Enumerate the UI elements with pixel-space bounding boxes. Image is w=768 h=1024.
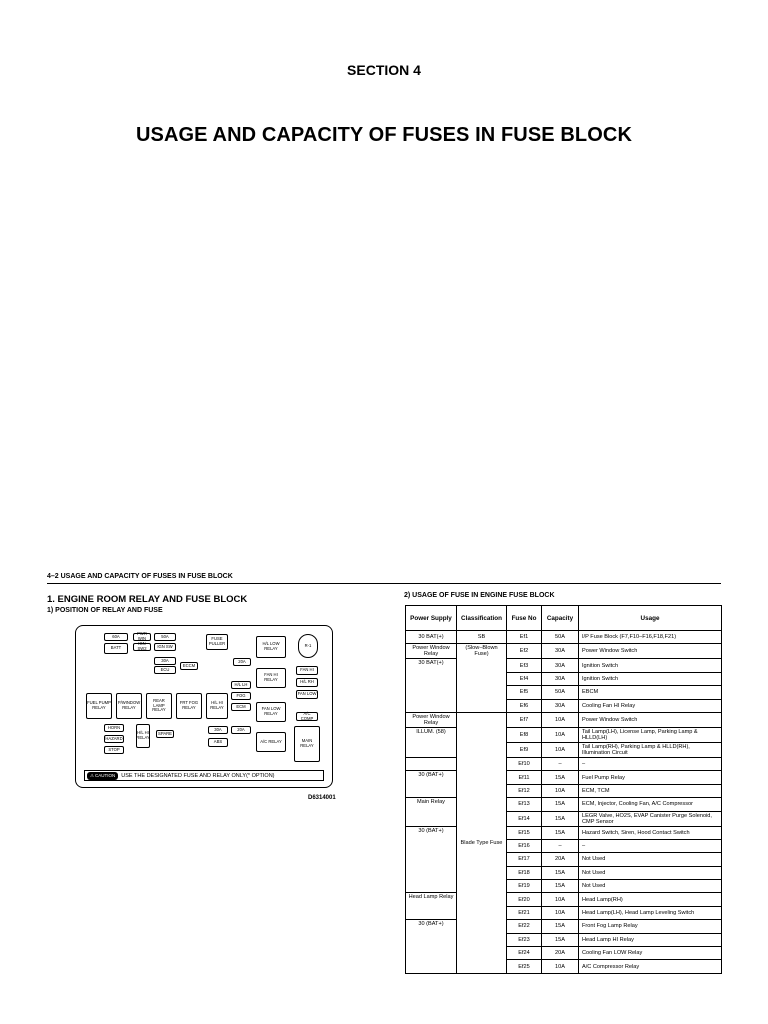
fuse-no-cell: Ef14 bbox=[507, 811, 542, 826]
fuse-fan-hi: FAN HI bbox=[296, 666, 318, 675]
table-row bbox=[406, 920, 722, 933]
caution-badge: ⚠ CAUTION bbox=[87, 772, 118, 780]
usage-cell: Not Used bbox=[579, 880, 722, 893]
table-row bbox=[406, 659, 722, 672]
running-header: 4–2 USAGE AND CAPACITY OF FUSES IN FUSE BLOCK bbox=[47, 573, 233, 580]
fuse-50a: 50A bbox=[154, 633, 176, 641]
table-row bbox=[406, 893, 722, 906]
power-supply-cell: Power Window Relay bbox=[406, 644, 457, 659]
usage-cell: Cooling Fan LOW Relay bbox=[579, 947, 722, 960]
classification-cell: SB bbox=[457, 631, 507, 644]
hl-low-relay: H/L LOW RELAY bbox=[256, 636, 286, 658]
fuse-no-cell: Ef21 bbox=[507, 906, 542, 919]
section-label: SECTION 4 bbox=[347, 62, 421, 78]
capacity-cell: 30A bbox=[542, 659, 579, 672]
fuse-20a-a: 20A bbox=[233, 658, 251, 666]
engine-room-heading: 1. ENGINE ROOM RELAY AND FUSE BLOCK bbox=[47, 594, 248, 605]
capacity-cell: 10A bbox=[542, 712, 579, 727]
capacity-cell: 15A bbox=[542, 811, 579, 826]
usage-cell: Front Fog Lamp Relay bbox=[579, 920, 722, 933]
fuse-ecu: ECU bbox=[154, 666, 176, 674]
power-supply-cell: 30 BAT(+) bbox=[406, 659, 457, 713]
fuse-30a-b: 30A bbox=[208, 726, 228, 734]
fuse-hl-rh: H/L RH bbox=[296, 678, 318, 687]
capacity-cell: 10A bbox=[542, 727, 579, 742]
capacity-cell: 50A bbox=[542, 686, 579, 699]
fuse-no-cell: Ef6 bbox=[507, 699, 542, 712]
capacity-cell: 30A bbox=[542, 672, 579, 685]
usage-cell: – bbox=[579, 839, 722, 852]
fuse-no-cell: Ef1 bbox=[507, 631, 542, 644]
fuse-no-cell: Ef7 bbox=[507, 712, 542, 727]
fuse-puller: FUSE PULLER bbox=[206, 634, 228, 650]
fuse-no-cell: Ef20 bbox=[507, 893, 542, 906]
header-divider bbox=[47, 583, 721, 584]
page-title: USAGE AND CAPACITY OF FUSES IN FUSE BLOCK bbox=[136, 124, 632, 146]
fuse-batt: BATT bbox=[104, 643, 128, 654]
warning-icon: ⚠ bbox=[90, 772, 95, 778]
capacity-cell: 15A bbox=[542, 771, 579, 784]
fuse-spare: SPARE bbox=[156, 730, 174, 738]
usage-cell: LEGR Valve, HO2S, EVAP Canister Purge Solenoid, CMP Sensor bbox=[579, 811, 722, 826]
capacity-cell: 20A bbox=[542, 853, 579, 866]
header-fuse-no: Fuse No bbox=[507, 606, 542, 631]
caution-text: USE THE DESIGNATED FUSE AND RELAY ONLY(* OPTION) bbox=[121, 772, 275, 779]
power-supply-cell: 30 (BAT+) bbox=[406, 826, 457, 893]
usage-cell: Ignition Switch bbox=[579, 672, 722, 685]
usage-cell: Tail Lamp(RH), Parking Lamp & HLLD(RH), Illumination Circuit bbox=[579, 742, 722, 757]
fuse-ign-sw2: IGN SW2 bbox=[133, 643, 151, 651]
power-supply-cell bbox=[406, 757, 457, 770]
fuse-stop: STOP bbox=[104, 746, 124, 754]
fuse-ac-comp: A/C COMP bbox=[296, 712, 318, 721]
table-row bbox=[406, 771, 722, 784]
usage-cell: Head Lamp(RH) bbox=[579, 893, 722, 906]
capacity-cell: 15A bbox=[542, 920, 579, 933]
header-capacity: Capacity bbox=[542, 606, 579, 631]
fuse-20a-c: 20A bbox=[231, 726, 251, 734]
fuse-hl-lh: H/L LH bbox=[231, 681, 251, 689]
classification-cell: (Slow–Blown Fuse) bbox=[457, 644, 507, 713]
capacity-cell: – bbox=[542, 757, 579, 770]
rear-lamp-relay: REAR LAMP RELAY bbox=[146, 693, 172, 719]
usage-cell: Tail Lamp(LH), License Lamp, Parking Lamp & HLLD(LH) bbox=[579, 727, 722, 742]
power-supply-cell: Head Lamp Relay bbox=[406, 893, 457, 920]
table-row bbox=[406, 826, 722, 839]
power-supply-cell: Power Window Relay bbox=[406, 712, 457, 727]
fuse-no-cell: Ef13 bbox=[507, 798, 542, 811]
fuse-no-cell: Ef19 bbox=[507, 880, 542, 893]
fuse-60a: 60A bbox=[104, 633, 128, 641]
power-supply-cell: 30 BAT(+) bbox=[406, 631, 457, 644]
fuse-fog: FOG bbox=[231, 692, 251, 700]
capacity-cell: 10A bbox=[542, 906, 579, 919]
usage-cell: I/P Fuse Block (F7,F10–F16,F18,F21) bbox=[579, 631, 722, 644]
fuse-usage-table bbox=[405, 605, 722, 974]
usage-cell: EBCM bbox=[579, 686, 722, 699]
capacity-cell: – bbox=[542, 839, 579, 852]
fuse-no-cell: Ef22 bbox=[507, 920, 542, 933]
fuse-no-cell: Ef2 bbox=[507, 644, 542, 659]
fuse-no-cell: Ef18 bbox=[507, 866, 542, 879]
capacity-cell: 15A bbox=[542, 826, 579, 839]
capacity-cell: 30A bbox=[542, 644, 579, 659]
fuse-no-cell: Ef25 bbox=[507, 960, 542, 973]
power-window-relay: P/WINDOW RELAY bbox=[116, 693, 142, 719]
classification-cell: Blade Type Fuse bbox=[457, 712, 507, 973]
power-supply-cell: 30 (BAT+) bbox=[406, 920, 457, 974]
usage-cell: A/C Compressor Relay bbox=[579, 960, 722, 973]
fuse-horn: HORN bbox=[104, 724, 124, 732]
capacity-cell: 50A bbox=[542, 631, 579, 644]
usage-cell: ECM, Injector, Cooling Fan, A/C Compressor bbox=[579, 798, 722, 811]
fuse-no-cell: Ef24 bbox=[507, 947, 542, 960]
power-supply-cell: 30 (BAT+) bbox=[406, 771, 457, 798]
capacity-cell: 15A bbox=[542, 933, 579, 946]
fuse-hl-hi: H/L HI RELAY bbox=[136, 724, 150, 748]
fan-hi-relay: FAN HI RELAY bbox=[256, 668, 286, 688]
fuse-no-cell: Ef4 bbox=[507, 672, 542, 685]
relay-r1: R-1 bbox=[298, 634, 318, 658]
hl-hi-relay: H/L HI RELAY bbox=[206, 693, 228, 719]
fuse-fan-low: FAN LOW bbox=[296, 690, 318, 699]
usage-cell: Ignition Switch bbox=[579, 659, 722, 672]
ac-relay: A/C RELAY bbox=[256, 732, 286, 752]
table-row bbox=[406, 631, 722, 644]
fuse-no-cell: Ef23 bbox=[507, 933, 542, 946]
usage-cell: Head Lamp(LH), Head Lamp Leveling Switch bbox=[579, 906, 722, 919]
table-row bbox=[406, 727, 722, 742]
usage-cell: ECM, TCM bbox=[579, 784, 722, 797]
fuse-no-cell: Ef9 bbox=[507, 742, 542, 757]
fuse-no-cell: Ef17 bbox=[507, 853, 542, 866]
fan-low-relay: FAN LOW RELAY bbox=[256, 702, 286, 722]
table-header-row bbox=[406, 606, 722, 631]
position-subheading: 1) POSITION OF RELAY AND FUSE bbox=[47, 607, 163, 614]
fuse-pwr-win: PWR WIN bbox=[133, 633, 151, 641]
usage-cell: Not Used bbox=[579, 866, 722, 879]
main-relay: MAIN RELAY bbox=[294, 726, 320, 762]
fuse-no-cell: Ef16 bbox=[507, 839, 542, 852]
fuse-eccm: ECCM bbox=[180, 662, 198, 670]
fuse-no-cell: Ef12 bbox=[507, 784, 542, 797]
fuse-block-diagram bbox=[75, 625, 333, 788]
header-usage: Usage bbox=[579, 606, 722, 631]
fuse-no-cell: Ef10 bbox=[507, 757, 542, 770]
table-row bbox=[406, 644, 722, 659]
front-fog-relay: FRT FOG RELAY bbox=[176, 693, 202, 719]
capacity-cell: 10A bbox=[542, 742, 579, 757]
usage-cell: Fuel Pump Relay bbox=[579, 771, 722, 784]
power-supply-cell: Main Relay bbox=[406, 798, 457, 826]
fuse-no-cell: Ef15 bbox=[507, 826, 542, 839]
capacity-cell: 15A bbox=[542, 880, 579, 893]
usage-cell: Head Lamp HI Relay bbox=[579, 933, 722, 946]
usage-cell: Power Window Switch bbox=[579, 712, 722, 727]
caution-note bbox=[84, 770, 324, 781]
capacity-cell: 10A bbox=[542, 784, 579, 797]
usage-cell: – bbox=[579, 757, 722, 770]
fuse-abs: ABS bbox=[208, 738, 228, 747]
usage-cell: Power Window Switch bbox=[579, 644, 722, 659]
capacity-cell: 15A bbox=[542, 798, 579, 811]
capacity-cell: 10A bbox=[542, 960, 579, 973]
fuse-no-cell: Ef3 bbox=[507, 659, 542, 672]
capacity-cell: 10A bbox=[542, 893, 579, 906]
figure-code: D6314001 bbox=[308, 795, 336, 801]
usage-subheading: 2) USAGE OF FUSE IN ENGINE FUSE BLOCK bbox=[404, 592, 555, 599]
capacity-cell: 30A bbox=[542, 699, 579, 712]
header-classification: Classification bbox=[457, 606, 507, 631]
usage-cell: Cooling Fan HI Relay bbox=[579, 699, 722, 712]
fuse-ign-sw: IGN SW bbox=[154, 643, 176, 651]
usage-cell: Not Used bbox=[579, 853, 722, 866]
capacity-cell: 20A bbox=[542, 947, 579, 960]
usage-cell: Hazard Switch, Siren, Hood Contact Switch bbox=[579, 826, 722, 839]
table-row bbox=[406, 798, 722, 811]
table-row bbox=[406, 757, 722, 770]
table-row bbox=[406, 712, 722, 727]
header-power-supply: Power Supply bbox=[406, 606, 457, 631]
fuse-hazard: HAZARD bbox=[104, 735, 124, 743]
fuse-no-cell: Ef5 bbox=[507, 686, 542, 699]
fuse-no-cell: Ef11 bbox=[507, 771, 542, 784]
fuse-30a: 30A bbox=[154, 657, 176, 665]
capacity-cell: 15A bbox=[542, 866, 579, 879]
fuse-ecm: ECM bbox=[231, 703, 251, 711]
fuse-no-cell: Ef8 bbox=[507, 727, 542, 742]
fuel-pump-relay: FUEL PUMP RELAY bbox=[86, 693, 112, 719]
power-supply-cell: ILLUM. (58) bbox=[406, 727, 457, 757]
